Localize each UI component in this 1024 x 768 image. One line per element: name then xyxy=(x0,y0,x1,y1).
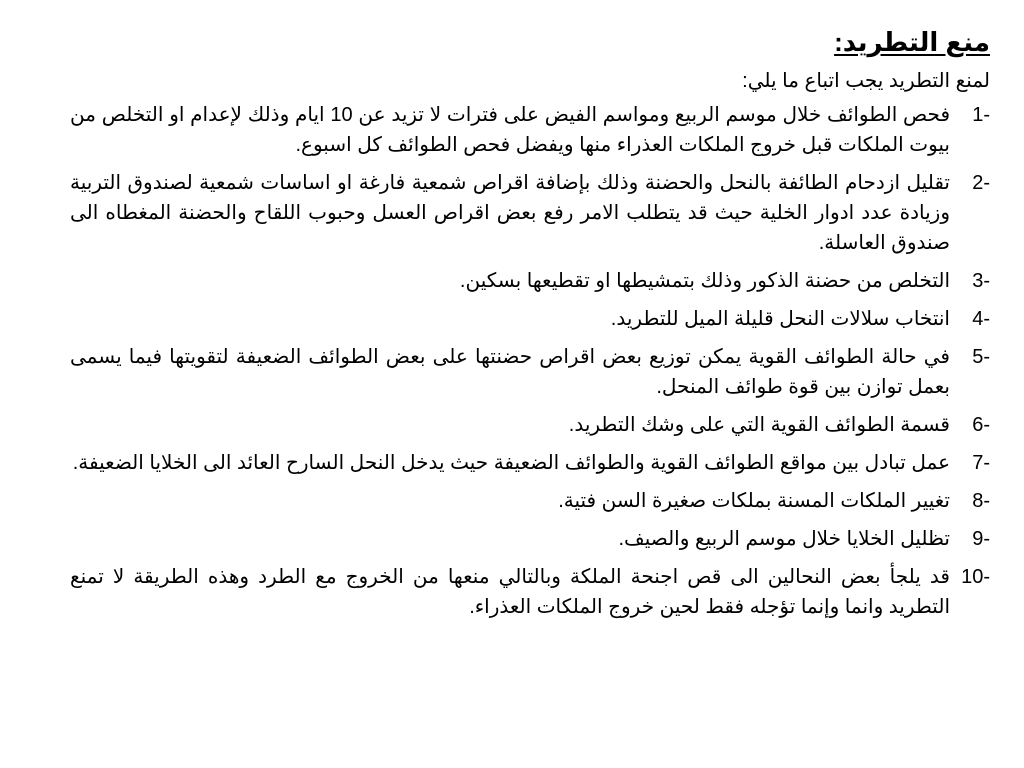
item-text: عمل تبادل بين مواقع الطوائف القوية والطوائف الضعيفة حيث يدخل النحل السارح العائد الى الخلايا الضعيفة. xyxy=(72,452,950,474)
list-item xyxy=(70,562,990,622)
intro-text: لمنع التطريد يجب اتباع ما يلي: xyxy=(742,70,990,92)
item-number: 8- xyxy=(972,490,990,512)
item-number: 6- xyxy=(972,414,990,436)
item-text: تغيير الملكات المسنة بملكات صغيرة السن فتية. xyxy=(558,490,950,512)
item-text: فحص الطوائف خلال موسم الربيع ومواسم الفيض على فترات لا تزيد عن 10 ايام وذلك لإعدام او التخلص من بيوت الملكات قبل خروج الملكات العذراء منها ويفضل فحص الطوائف كل اسبوع. xyxy=(70,104,950,156)
list-item xyxy=(70,100,990,160)
item-text: التخلص من حضنة الذكور وذلك بتمشيطها او تقطيعها بسكين. xyxy=(459,270,950,292)
item-number: 9- xyxy=(972,528,990,550)
item-number: 3- xyxy=(972,270,990,292)
item-number: 7- xyxy=(972,452,990,474)
item-number: 4- xyxy=(972,308,990,330)
item-text: في حالة الطوائف القوية يمكن توزيع بعض اقراص حضنتها على بعض الطوائف الضعيفة لتقويتها فيما يسمى بعمل توازن بين قوة طوائف المنحل. xyxy=(70,346,950,398)
item-text: انتخاب سلالات النحل قليلة الميل للتطريد. xyxy=(610,308,950,330)
item-text: تقليل ازدحام الطائفة بالنحل والحضنة وذلك بإضافة اقراص شمعية فارغة او اساسات شمعية لصندوق التربية وزيادة عدد ادوار الخلية حيث قد يتطلب الامر رفع بعض اقراص العسل وحبوب اللقاح والحضنة المغطاه الى صندوق العاسلة. xyxy=(70,172,950,254)
item-number: 10- xyxy=(961,566,990,588)
list-item xyxy=(70,304,990,334)
list-item xyxy=(70,524,990,554)
item-number: 2- xyxy=(972,172,990,194)
item-number: 5- xyxy=(972,346,990,368)
list-item xyxy=(70,486,990,516)
list-item xyxy=(70,410,990,440)
item-text: قسمة الطوائف القوية التي على وشك التطريد. xyxy=(568,414,950,436)
item-text: قد يلجأ بعض النحالين الى قص اجنحة الملكة وبالتالي منعها من الخروج مع الطرد وهذه الطريقة لا تمنع التطريد وانما وإنما تؤجله فقط لحين خروج الملكات العذراء. xyxy=(70,566,950,618)
list-item xyxy=(70,342,990,402)
item-text: تظليل الخلايا خلال موسم الربيع والصيف. xyxy=(618,528,950,550)
item-number: 1- xyxy=(972,104,990,126)
prevention-list xyxy=(70,100,990,622)
page-title: منع التطريد: xyxy=(834,27,990,57)
list-item xyxy=(70,168,990,258)
list-item xyxy=(70,448,990,478)
list-item xyxy=(70,266,990,296)
